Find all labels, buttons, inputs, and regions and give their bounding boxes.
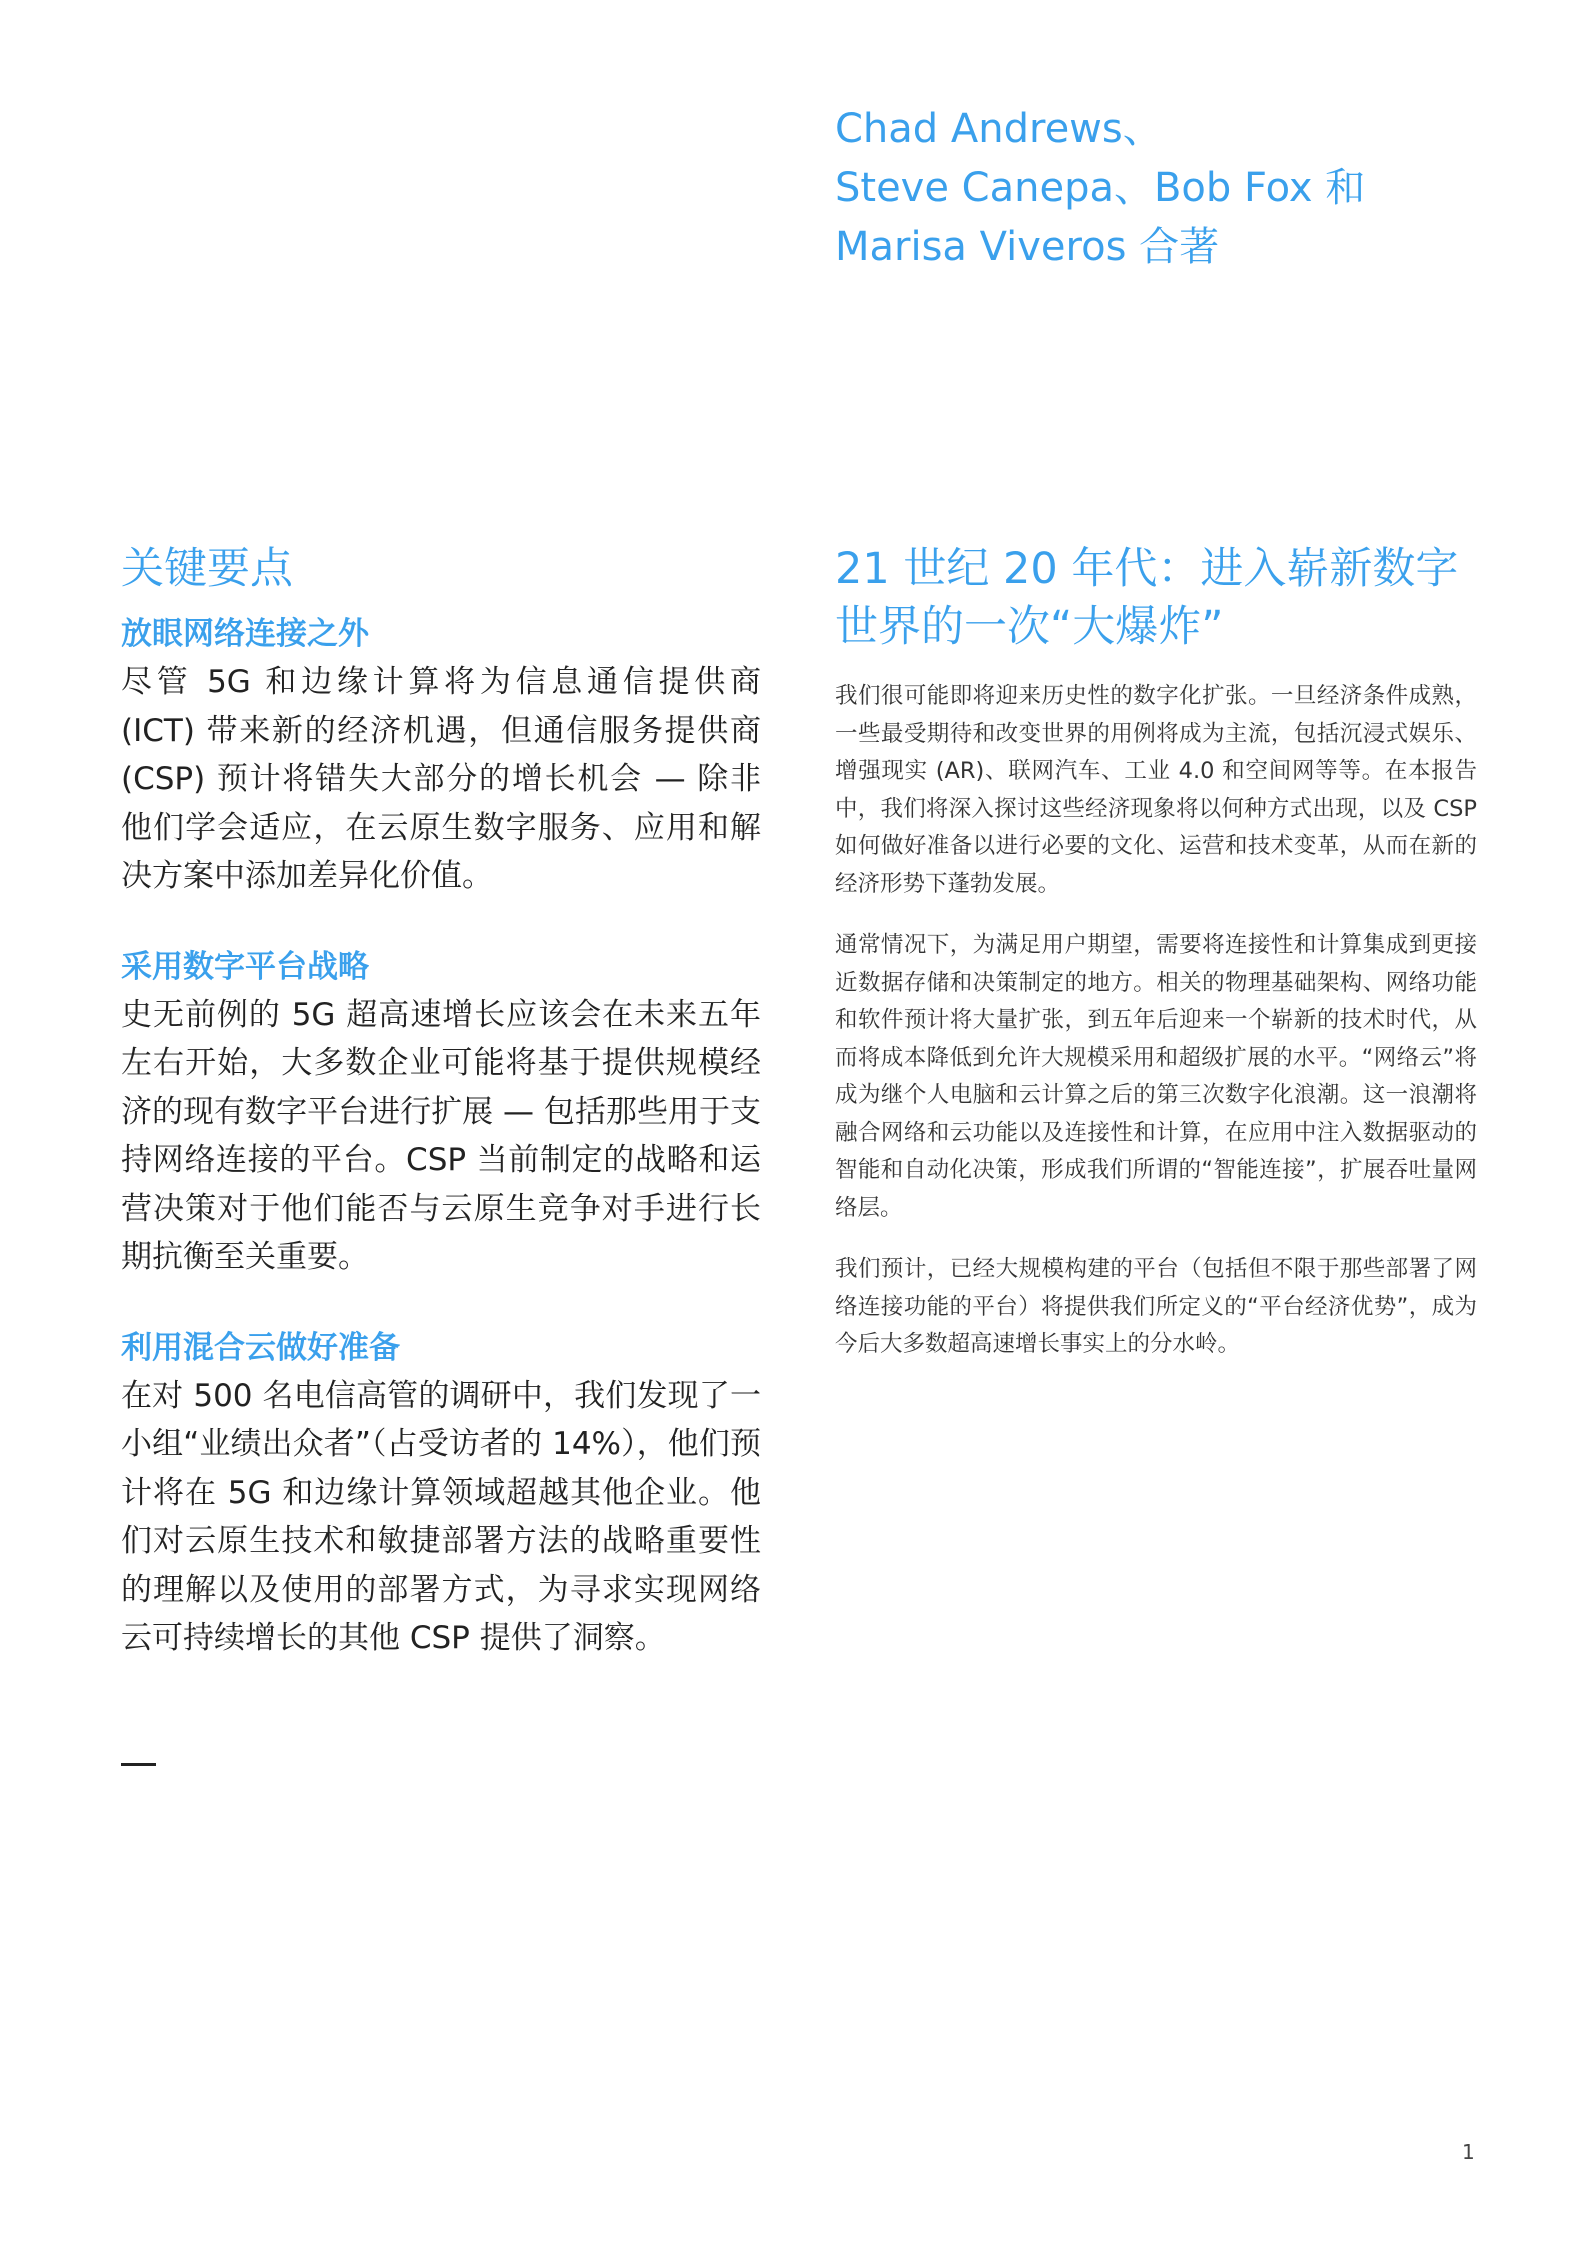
section-text: 史无前例的 5G 超高速增长应该会在未来五年左右开始，大多数企业可能将基于提供规模经济的现有数字平台进行扩展 — 包括那些用于支持网络连接的平台。CSP 当前制定的战略和运营决策对于他们能否与云原生竞争对手进行长期抗衡至关重要。	[121, 996, 761, 1275]
intro-paragraph: 我们预计，已经大规模构建的平台（包括但不限于那些部署了网络连接功能的平台）将提供我们所定义的“平台经济优势”，成为今后大多数超高速增长事实上的分水岭。	[835, 1256, 1477, 1357]
page-number: 1	[1462, 2140, 1475, 2164]
key-takeaways-heading: 关键要点	[121, 544, 293, 594]
section-text: 尽管 5G 和边缘计算将为信息通信提供商 (ICT) 带来新的经济机遇，但通信服务提供商 (CSP) 预计将错失大部分的增长机会 — 除非他们学会适应，在云原生数字服务、应用和解决方案中添加差异化价值。	[121, 664, 761, 894]
author-line: Marisa Viveros 合著	[835, 224, 1220, 270]
intro-column	[835, 540, 1477, 1388]
intro-paragraph: 通常情况下，为满足用户期望，需要将连接性和计算集成到更接近数据存储和决策制定的地方。相关的物理基础架构、网络功能和软件预计将大量扩张，到五年后迎来一个崭新的技术时代，从而将成本降低到允许大规模采用和超级扩展的水平。“网络云”将成为继个人电脑和云计算之后的第三次数字化浪潮。这一浪潮将融合网络和云功能以及连接性和计算，在应用中注入数据驱动的智能和自动化决策，形成我们所谓的“智能连接”，扩展吞吐量网络层。	[835, 932, 1477, 1221]
author-line: Chad Andrews、	[835, 106, 1163, 152]
section-text: 在对 500 名电信高管的调研中，我们发现了一小组“业绩出众者”（占受访者的 14%），他们预计将在 5G 和边缘计算领域超越其他企业。他们对云原生技术和敏捷部署方法的战略重要性的理解以及使用的部署方式，为寻求实现网络云可持续增长的其他 CSP 提供了洞察。	[121, 1377, 761, 1656]
authors	[835, 100, 1455, 277]
intro-heading: 21 世纪 20 年代：进入崭新数字世界的一次“大爆炸”	[835, 544, 1459, 652]
section-title: 利用混合云做好准备	[121, 1329, 400, 1366]
intro-paragraph: 我们很可能即将迎来历史性的数字化扩张。一旦经济条件成熟，一些最受期待和改变世界的用例将成为主流，包括沉浸式娱乐、增强现实 (AR)、联网汽车、工业 4.0 和空间网等等。在本报告中，我们将深入探讨这些经济现象将以何种方式出现，以及 CSP 如何做好准备以进行必要的文化、运营和技术变革，从而在新的经济形势下蓬勃发展。	[835, 683, 1477, 897]
section-title: 采用数字平台战略	[121, 948, 369, 985]
key-takeaways-column	[121, 540, 761, 1707]
author-line: Steve Canepa、Bob Fox 和	[835, 165, 1366, 211]
section-title: 放眼网络连接之外	[121, 616, 369, 652]
section-divider	[121, 1763, 156, 1766]
